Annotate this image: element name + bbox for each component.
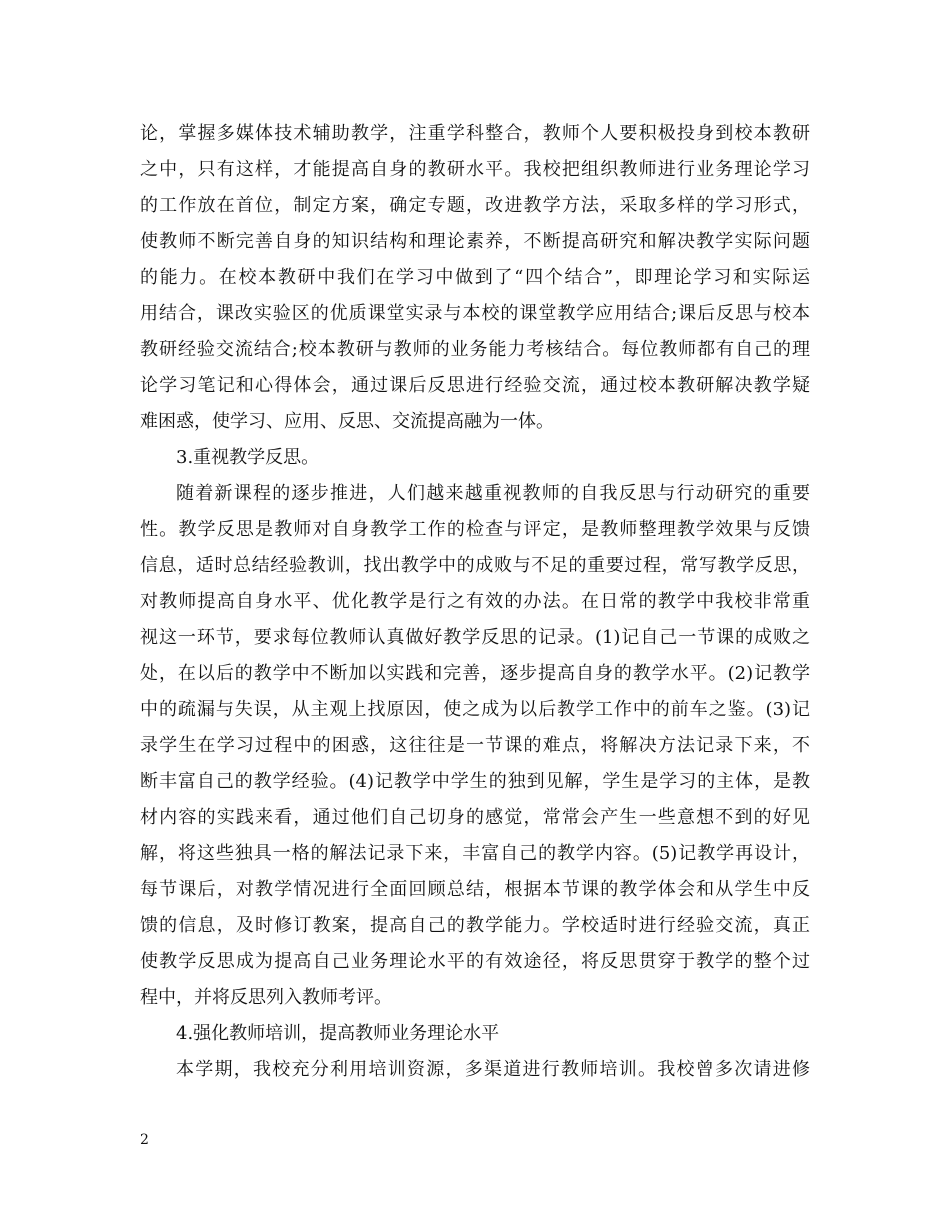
text-line: 中的疏漏与失误，从主观上找原因，使之成为以后教学工作中的前车之鉴。(3)记 <box>140 699 810 720</box>
text-line: 使教师不断完善自身的知识结构和理论素养，不断提高研究和解决教学实际问题 <box>140 231 810 252</box>
section-heading: 3.重视教学反思。 <box>176 447 320 468</box>
text-line: 用结合，课改实验区的优质课堂实录与本校的课堂教学应用结合;课后反思与校本 <box>140 303 810 324</box>
text-line: 每节课后，对教学情况进行全面回顾总结，根据本节课的教学体会和从学生中反 <box>140 879 810 900</box>
text-line: 对教师提高自身水平、优化教学是行之有效的办法。在日常的教学中我校非常重 <box>140 591 810 612</box>
text-line: 信息，适时总结经验教训，找出教学中的成败与不足的重要过程，常写教学反思， <box>140 555 810 576</box>
text-line: 教研经验交流结合;校本教研与教师的业务能力考核结合。每位教师都有自己的理 <box>140 339 810 360</box>
section-heading: 4.强化教师培训，提高教师业务理论水平 <box>176 1023 500 1044</box>
text-line: 之中，只有这样，才能提高自身的教研水平。我校把组织教师进行业务理论学习 <box>140 159 810 180</box>
text-line: 程中，并将反思列入教师考评。 <box>140 987 392 1008</box>
text-line: 论学习笔记和心得体会，通过课后反思进行经验交流，通过校本教研解决教学疑 <box>140 375 810 396</box>
text-line: 的工作放在首位，制定方案，确定专题，改进教学方法，采取多样的学习形式， <box>140 195 810 216</box>
text-line: 难困惑，使学习、应用、反思、交流提高融为一体。 <box>140 411 554 432</box>
text-line: 论，掌握多媒体技术辅助教学，注重学科整合，教师个人要积极投身到校本教研 <box>140 123 810 144</box>
text-line: 材内容的实践来看，通过他们自己切身的感觉，常常会产生一些意想不到的好见 <box>140 807 810 828</box>
text-line: 馈的信息，及时修订教案，提高自己的教学能力。学校适时进行经验交流，真正 <box>140 915 810 936</box>
text-line: 的能力。在校本教研中我们在学习中做到了“四个结合”，即理论学习和实际运 <box>140 267 810 288</box>
text-line: 随着新课程的逐步推进，人们越来越重视教师的自我反思与行动研究的重要 <box>176 483 810 504</box>
text-line: 处，在以后的教学中不断加以实践和完善，逐步提高自身的教学水平。(2)记教学 <box>140 663 810 684</box>
document-body <box>140 116 810 1088</box>
text-line: 使教学反思成为提高自己业务理论水平的有效途径，将反思贯穿于教学的整个过 <box>140 951 810 972</box>
text-line: 断丰富自己的教学经验。(4)记教学中学生的独到见解，学生是学习的主体，是教 <box>140 771 810 792</box>
page-number: 2 <box>140 1132 149 1148</box>
text-line: 视这一环节，要求每位教师认真做好教学反思的记录。(1)记自己一节课的成败之 <box>140 627 810 648</box>
text-line: 解，将这些独具一格的解法记录下来，丰富自己的教学内容。(5)记教学再设计， <box>140 843 810 864</box>
text-line: 性。教学反思是教师对自身教学工作的检查与评定，是教师整理教学效果与反馈 <box>140 519 810 540</box>
text-line: 录学生在学习过程中的困惑，这往往是一节课的难点，将解决方法记录下来，不 <box>140 735 810 756</box>
text-line: 本学期，我校充分利用培训资源，多渠道进行教师培训。我校曾多次请进修 <box>176 1059 810 1080</box>
